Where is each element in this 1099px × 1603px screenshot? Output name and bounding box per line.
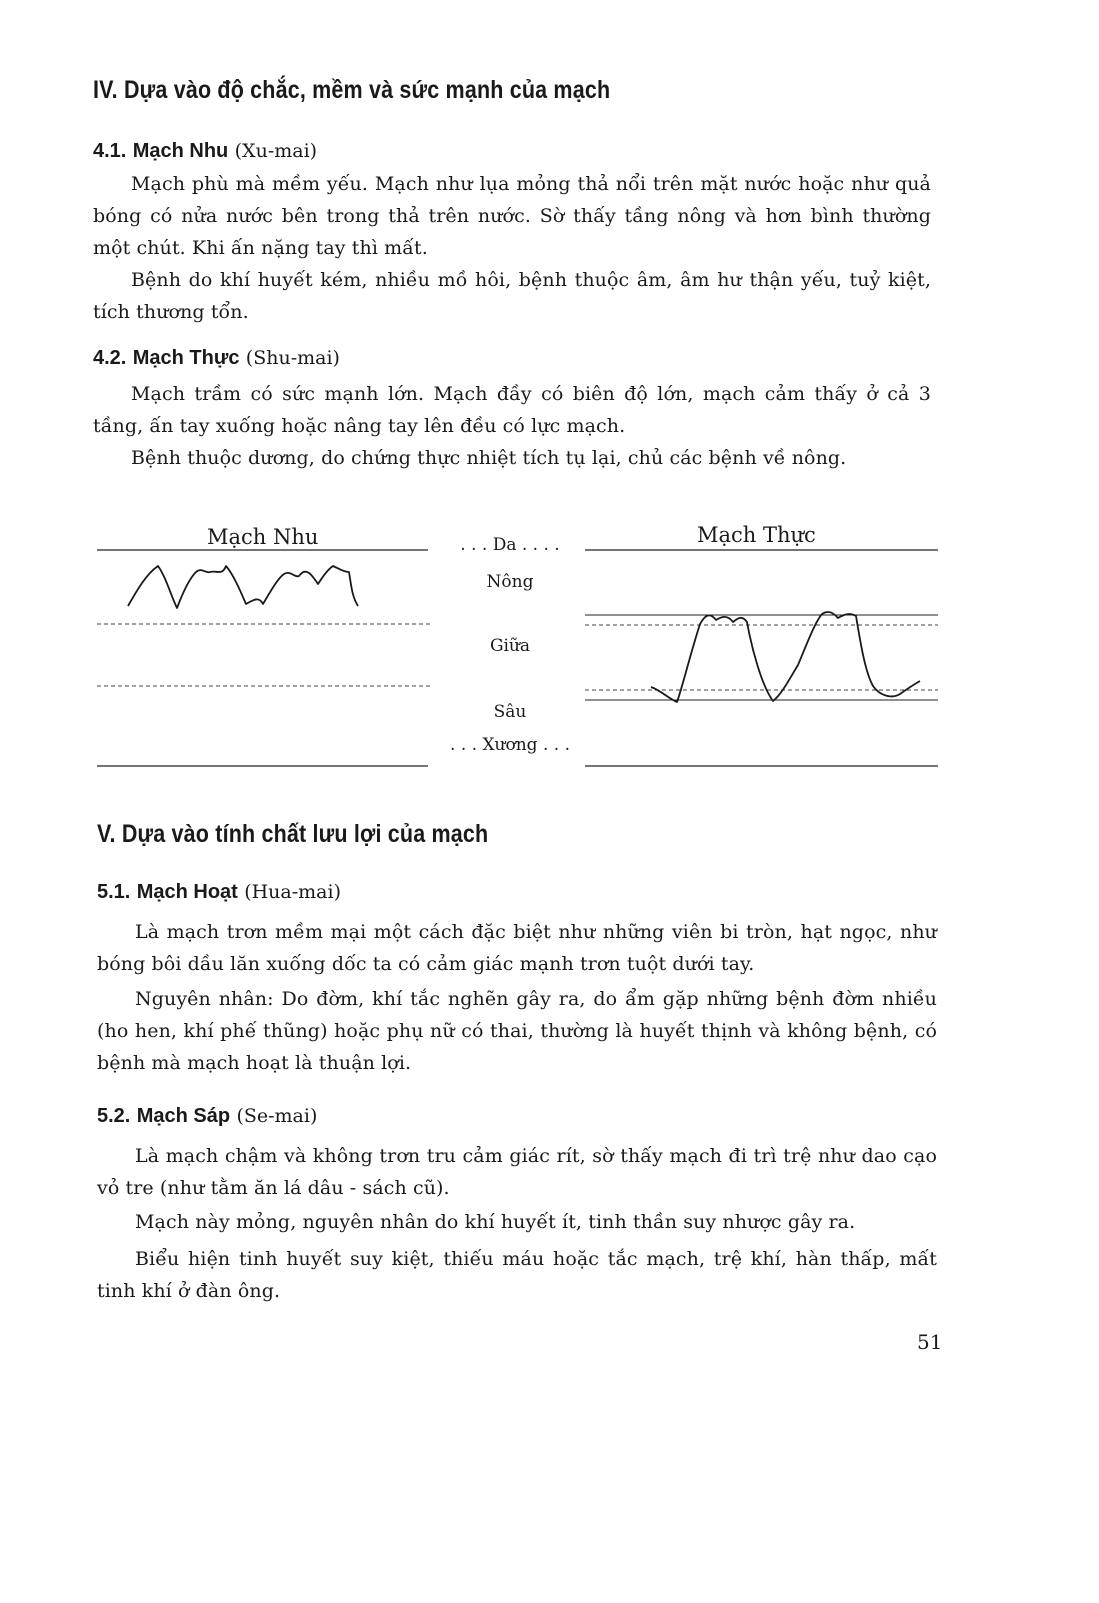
subsection-romanization: (Xu-mai): [234, 140, 318, 162]
diagram-left-title: Mạch Nhu: [207, 525, 319, 549]
subsection-number: 4.1.: [93, 140, 127, 162]
section-5-heading: V. Dựa vào tính chất lưu lợi của mạch: [97, 820, 489, 848]
subsection-number: 5.1.: [97, 881, 131, 903]
subsection-name: Mạch Hoạt: [136, 881, 238, 903]
subsection-5-1-heading: [97, 879, 341, 904]
level-deep-label: Sâu: [493, 702, 527, 722]
level-bone-label: . . . Xương . . .: [450, 735, 570, 755]
section-4-heading: IV. Dựa vào độ chắc, mềm và sức mạnh của mạch: [93, 76, 611, 104]
level-middle-label: Giữa: [489, 636, 531, 656]
paragraph: Là mạch chậm và không trơn tru cảm giác rít, sờ thấy mạch đi trì trệ như dao cạo vỏ tre (như tằm ăn lá dâu - sách cũ).: [97, 1145, 937, 1199]
subsection-5-2-heading: [97, 1103, 317, 1128]
soft-pulse-waveform: [128, 566, 358, 608]
subsection-4-2-heading: [93, 345, 340, 370]
subsection-number: 4.2.: [93, 347, 127, 369]
subsection-name: Mạch Thực: [132, 347, 240, 369]
paragraph: Bệnh do khí huyết kém, nhiều mồ hôi, bệnh thuộc âm, âm hư thận yếu, tuỷ kiệt, tích thương tổn.: [93, 269, 931, 323]
subsection-name: Mạch Sáp: [136, 1105, 231, 1127]
subsection-romanization: (Shu-mai): [245, 347, 340, 369]
full-pulse-waveform: [651, 612, 920, 702]
subsection-name: Mạch Nhu: [132, 140, 229, 162]
paragraph: Biểu hiện tinh huyết suy kiệt, thiếu máu hoặc tắc mạch, trệ khí, hàn thấp, mất tinh khí ở đàn ông.: [97, 1248, 937, 1302]
subsection-romanization: (Hua-mai): [244, 881, 342, 903]
paragraph: Là mạch trơn mềm mại một cách đặc biệt như những viên bi tròn, hạt ngọc, như bóng bôi dầu lăn xuống dốc ta có cảm giác mạnh trơn tuột dưới tay.: [97, 921, 937, 975]
paragraph: Mạch này mỏng, nguyên nhân do khí huyết ít, tinh thần suy nhược gây ra.: [135, 1211, 856, 1233]
level-shallow-label: Nông: [486, 572, 534, 592]
page-number: 51: [917, 1330, 943, 1354]
subsection-romanization: (Se-mai): [236, 1105, 318, 1127]
level-skin-label: . . . Da . . . .: [460, 535, 560, 555]
paragraph: Bệnh thuộc dương, do chứng thực nhiệt tích tụ lại, chủ các bệnh về nông.: [131, 447, 847, 469]
subsection-4-1-heading: [93, 138, 317, 163]
diagram-right-title: Mạch Thực: [697, 523, 816, 547]
paragraph: Mạch trầm có sức mạnh lớn. Mạch đầy có biên độ lớn, mạch cảm thấy ở cả 3 tầng, ấn tay xuống hoặc nâng tay lên đều có lực mạch.: [93, 383, 931, 437]
subsection-number: 5.2.: [97, 1105, 131, 1127]
paragraph: Nguyên nhân: Do đờm, khí tắc nghẽn gây ra, do ẩm gặp những bệnh đờm nhiều (ho hen, khí phế thũng) hoặc phụ nữ có thai, thường là huyết thịnh và không bệnh, có bệnh mà mạch hoạt là thuận lợi.: [97, 988, 937, 1074]
paragraph: Mạch phù mà mềm yếu. Mạch như lụa mỏng thả nổi trên mặt nước hoặc như quả bóng có nửa nước bên trong thả trên nước. Sờ thấy tầng nông và hơn bình thường một chút. Khi ấn nặng tay thì mất.: [93, 173, 931, 259]
